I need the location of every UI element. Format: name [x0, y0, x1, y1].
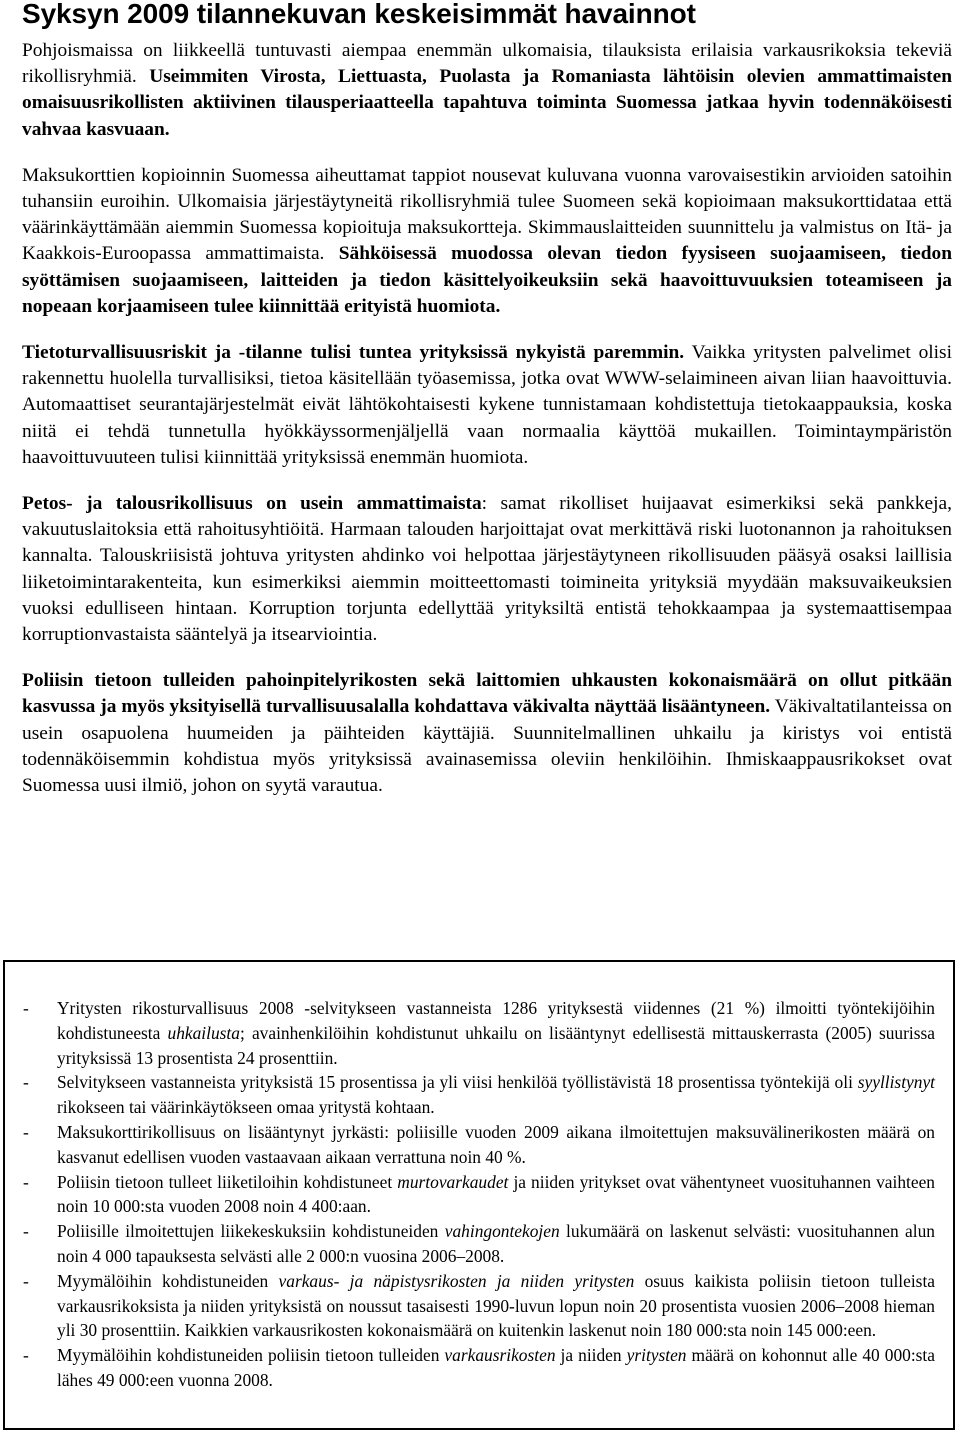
list-item: - Yritysten rikosturvallisuus 2008 -selvitykseen vastanneista 1286 yrityksestä viidennes (21 %) ilmoitti työntekijöihin kohdistuneesta uhkailusta; avainhenkilöihin kohdistunut uhkailu on lisääntynyt edellisestä mittauskerrasta (2005) suurissa yrityksissä 13 prosentista 24 prosenttiin.	[23, 998, 935, 1068]
paragraph-violence: Poliisin tietoon tulleiden pahoinpitelyrikosten sekä laittomien uhkausten kokonaismäärä on ollut pitkään kasvussa ja myös yksityisellä turvallisuusalalla kohdattava väkivalta näyttää lisääntyneen. Väkivaltatilanteissa on usein osapuolena huumeiden ja päihteiden käyttäjiä. Suunnitelmallinen uhkailu ja kiristys voi entistä todennäköisemmin kohdistua myös yrityksissä avainasemissa oleviin henkilöihin. Ihmiskaappausrikokset ovat Suomessa uusi ilmiö, johon on syytä varautua.	[22, 670, 952, 797]
statistics-list	[23, 996, 935, 1393]
list-item: - Selvitykseen vastanneista yrityksistä 15 prosentissa ja yli viisi henkilöä työllistävistä 18 prosentissa työntekijä oli syyllistynyt rikokseen tai väärinkäytökseen omaa yritystä kohtaan.	[23, 1072, 935, 1118]
list-item: - Myymälöihin kohdistuneiden poliisin tietoon tulleiden varkausrikosten ja niiden yritysten määrä on kohonnut alle 40 000:sta lähes 49 000:een vuonna 2008.	[23, 1345, 935, 1390]
paragraph-it-security: Tietoturvallisuusriskit ja -tilanne tulisi tuntea yrityksissä nykyistä paremmin. Vaikka yritysten palvelimet olisi rakennettu huolella turvallisiksi, tietoa käsitellään työasemissa, jotka ovat WWW-selaimineen aivan liian haavoittuvia. Automaattiset seurantajärjestelmät eivät lähtökohtaisesti kykene tunnistamaan kohdistettuja tietokaappauksia, koska niitä ei tehdä tunnetulla hyökkäyssormenjäljellä vaan normaalia käyttöä mukaillen. Toimintaympäristön haavoittuvuuteen tulisi kiinnittää yrityksissä enemmän huomiota.	[22, 342, 952, 468]
list-item: - Maksukorttirikollisuus on lisääntynyt jyrkästi: poliisille vuoden 2009 aikana ilmoitettujen maksuvälinerikosten määrä on kasvanut edellisen vuoden vastaavaan aikaan verrattuna noin 40 %.	[23, 1121, 935, 1167]
paragraph-organized-theft: Pohjoismaissa on liikkeellä tuntuvasti aiempaa enemmän ulkomaisia, tilauksista erilaisia varkausrikoksia tekeviä rikollisryhmiä. Useimmiten Virosta, Liettuasta, Puolasta ja Romaniasta lähtöisin olevien ammattimaisten omaisuusrikollisten aktiivinen tilausperiaatteella tapahtuva toiminta Suomessa jatkaa hyvin todennäköisesti vahvaa kasvuaan.	[22, 40, 952, 140]
list-item: - Poliisin tietoon tulleet liiketiloihin kohdistuneet murtovarkaudet ja niiden yritykset ovat vähentyneet vuosituhannen vaihteen noin 10 000:sta vuoden 2008 noin 4 400:aan.	[23, 1171, 936, 1217]
statistics-box	[3, 960, 955, 1430]
paragraph-card-skimming: Maksukorttien kopioinnin Suomessa aiheuttamat tappiot nousevat kuluvana vuonna varovaisestikin arvioiden satoihin tuhansiin euroihin. Ulkomaisia järjestäytyneitä rikollisryhmiä tulee Suomeen sekä kopioimaan maksukorttidataa että väärinkäyttämään aiemmin Suomessa kopioituja maksukortteja. Skimmauslaitteiden suunnittelu ja valmistus on Itä- ja Kaakkois-Euroopassa ammattimaista. Sähköisessä muodossa olevan tiedon fyysiseen suojaamiseen, tiedon syöttämisen suojaamiseen, laitteiden ja tiedon käsittelyoikeuksiin sekä haavoittuvuuksien toteamiseen ja nopeaan korjaamiseen tulee kiinnittää erityistä huomiota.	[22, 164, 952, 317]
list-item: - Myymälöihin kohdistuneiden varkaus- ja näpistysrikosten ja niiden yritysten osuus kaikista poliisin tietoon tulleista varkausrikoksista ja niiden yrityksistä on noussut tasaisesti 1990-luvun lopun noin 20 prosentista vuosien 2006–2008 hieman yli 30 prosenttiin. Kaikkien varkausrikosten kokonaismäärä on kuitenkin laskenut noin 180 000:sta noin 145 000:een.	[23, 1270, 935, 1341]
list-item: - Poliisille ilmoitettujen liikekeskuksiin kohdistuneiden vahingontekojen lukumäärä on laskenut selvästi: vuosituhannen alun noin 4 000 tapauksesta selvästi alle 2 000:n vuosina 2006–2008.	[23, 1221, 935, 1266]
paragraph-fraud: Petos- ja talousrikollisuus on usein ammattimaista: samat rikolliset huijaavat esimerkiksi sekä pankkeja, vakuutuslaitoksia että rahoitusyhtiöitä. Harmaan talouden harjoittajat ovat merkittävä riski luotonannon ja rahoituksen kannalta. Talouskriisistä johtuva yritysten ahdinko voi helpottaa järjestäytyneen rikollisuuden pääsyä osaksi laillisia liiketoimintarakenteita, kun esimerkiksi aiemmin moitteettomasti toimineita yrityksiä myydään maksuvaikeuksien vuoksi edulliseen hintaan. Korruption torjunta edellyttää yrityksiltä entistä tehokkaampaa ja systemaattisempaa korruptionvastaista sääntelyä ja itsearviointia.	[22, 493, 952, 646]
page-title: Syksyn 2009 tilannekuvan keskeisimmät havainnot	[22, 0, 696, 29]
main-text	[22, 38, 952, 799]
